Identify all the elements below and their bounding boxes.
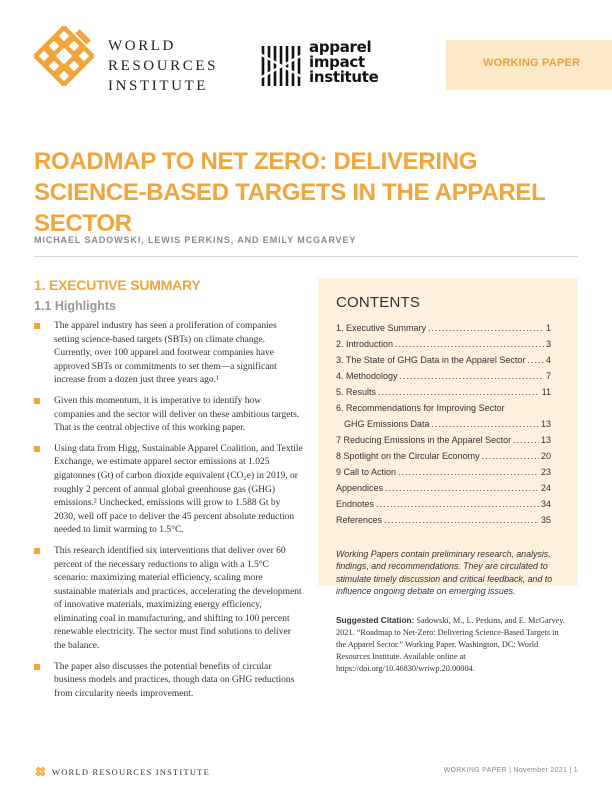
document-title: ROADMAP TO NET ZERO: DELIVERING SCIENCE-BASED TARGETS IN THE APPAREL SECTOR xyxy=(34,148,546,237)
toc-item[interactable]: GHG Emissions Data ..... 13 xyxy=(336,416,551,432)
aii-logo-icon xyxy=(260,44,304,88)
toc-item[interactable]: 7 Reducing Emissions in the Apparel Sector ..... 13 xyxy=(336,432,551,448)
citation-label: Suggested Citation: xyxy=(336,615,415,625)
list-item: The paper also discusses the potential benefits of circular business models and practices, though data on GHG reductions from circularity needs improvement. xyxy=(34,661,304,702)
footer-page-info: WORKING PAPER | November 2021 | 1 xyxy=(443,767,578,774)
suggested-citation xyxy=(336,614,568,675)
toc-item[interactable]: Appendices ..... 24 xyxy=(336,480,551,496)
toc-item[interactable]: 3. The State of GHG Data in the Apparel Sector ..... 4 xyxy=(336,352,551,368)
citation-text: Sadowski, M., L. Perkins, and E. McGarvey. 2021. “Roadmap to Net-Zero: Delivering Science-Based Targets in the Apparel Sector.” Working Paper. Washington, DC: World Resources Institute. Available online at https://doi.org/10.46830/wriwp.20.00004. xyxy=(336,616,565,673)
divider xyxy=(34,256,578,257)
bullet-square-icon xyxy=(34,446,40,452)
list-item: This research identified six interventions that deliver over 60 percent of the necessary reductions to align with a 1.5°C scenario: maximizing material efficiency, scaling more sustainable materials and practices, accelerating the development of innovative materials, maximizing energy efficiency, eliminating coal in manufacturing, and shifting to 100 percent renewable electricity. The sector must find solutions to deliver the balance. xyxy=(34,545,304,654)
wri-logo-icon xyxy=(34,26,94,86)
toc-item[interactable]: 1. Executive Summary ..... 1 xyxy=(336,320,551,336)
toc-item[interactable]: 8 Spotlight on the Circular Economy ..... 20 xyxy=(336,448,551,464)
wri-wordmark: WORLD RESOURCES INSTITUTE xyxy=(108,38,219,94)
working-paper-badge xyxy=(446,40,612,90)
subsection-heading: 1.1 Highlights xyxy=(34,299,116,313)
bullet-square-icon xyxy=(34,664,40,670)
wri-footer-logo-icon xyxy=(34,765,47,778)
toc-item[interactable]: 6. Recommendations for Improving Sector xyxy=(336,403,505,413)
bullet-square-icon xyxy=(34,398,40,404)
toc-item[interactable]: 2. Introduction ..... 3 xyxy=(336,336,551,352)
aii-wordmark: apparel impact institute xyxy=(309,38,379,86)
toc-item[interactable]: References ..... 35 xyxy=(336,512,551,528)
list-item: Using data from Higg, Sustainable Apparel Coalition, and Textile Exchange, we estimate apparel sector emissions at 1.025 gigatonnes (Gt) of carbon dioxide equivalent (CO₂e) in 2019, or roughly 2 percent of annual global greenhouse gas (GHG) emissions.² Unchecked, emissions will grow to 1.588 Gt by 2030, well off pace to deliver the 45 percent absolute reduction needed to limit warming to 1.5°C. xyxy=(34,443,304,538)
highlights-list xyxy=(34,320,304,708)
footer-org-name: WORLD RESOURCES INSTITUTE xyxy=(52,767,210,777)
contents-title: CONTENTS xyxy=(336,294,421,311)
section-heading: 1. EXECUTIVE SUMMARY xyxy=(34,277,201,293)
bullet-square-icon xyxy=(34,548,40,554)
toc-item[interactable]: 5. Results ..... 11 xyxy=(336,384,551,400)
toc-item[interactable]: 4. Methodology ..... 7 xyxy=(336,368,551,384)
toc-item[interactable]: 9 Call to Action ..... 23 xyxy=(336,464,551,480)
bullet-square-icon xyxy=(34,323,40,329)
list-item: The apparel industry has seen a proliferation of companies setting science-based targets (SBTs) on climate change. Currently, over 100 apparel and footwear companies have approved SBTs or commitments to set them—a significant increase from a dozen just three years ago.¹ xyxy=(34,320,304,388)
list-item: Given this momentum, it is imperative to identify how companies and the sector will deliver on these ambitious targets. That is the central objective of this working paper. xyxy=(34,395,304,436)
authors: MICHAEL SADOWSKI, LEWIS PERKINS, AND EMILY MCGARVEY xyxy=(34,235,357,245)
table-of-contents xyxy=(336,320,551,528)
working-paper-note: Working Papers contain preliminary research, analysis, findings, and recommendations. They are circulated to stimulate timely discussion and critical feedback, and to influence ongoing debate on emerging issues. xyxy=(336,549,553,597)
toc-item[interactable]: Endnotes ..... 34 xyxy=(336,496,551,512)
working-paper-label: WORKING PAPER xyxy=(483,57,581,69)
